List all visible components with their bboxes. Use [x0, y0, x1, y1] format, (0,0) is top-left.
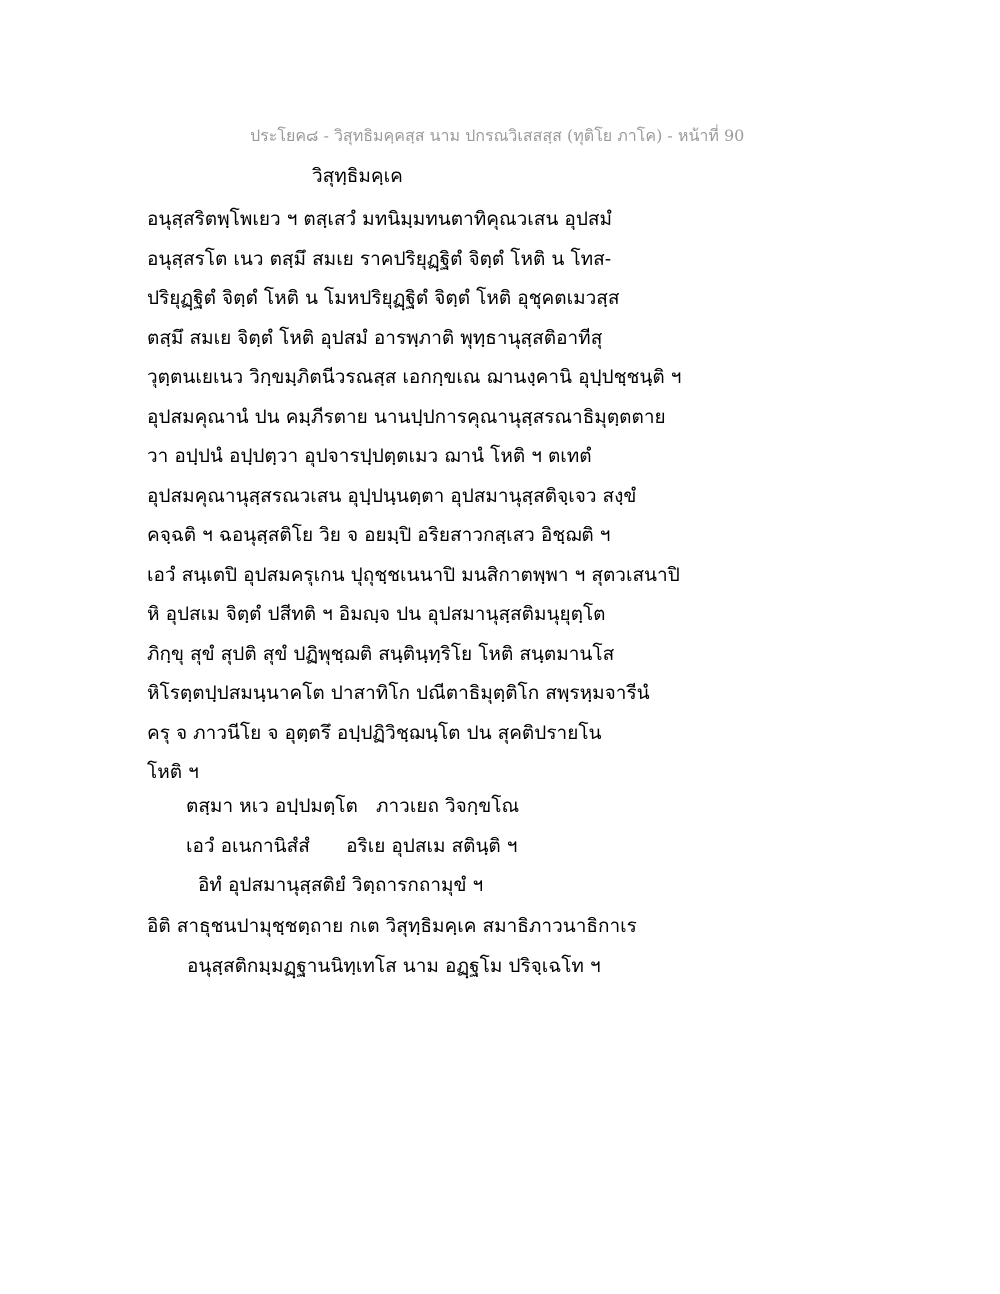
verse-line: เอวํ อเนกานิสํสํ อริเย อุปสเม สตินฺติ ฯ [186, 834, 518, 857]
body-line: ปริยุฏฺฐิตํ จิตฺตํ โหติ น โมหปริยุฏฺฐิตํ จิตฺตํ โหติ อุชุคตเมวสฺส [147, 287, 620, 309]
body-line: ตสฺมึ สมเย จิตฺตํ โหติ อุปสมํ อารพฺภาติ พุทฺธานุสฺสติอาทีสุ [147, 326, 603, 349]
body-line: ครุ จ ภาวนีโย จ อุตฺตรึ อปฺปฏิวิชฺฌนฺโต ปน สุคติปรายโน [147, 721, 602, 744]
verse-block [186, 787, 706, 906]
body-line: อุปสมคุณานุสฺสรณวเสน อุปฺปนฺนตฺตา อุปสมานุสฺสติจฺเจว สงฺขํ [147, 484, 637, 507]
chapter-colophon [147, 907, 707, 986]
body-line: อนุสฺสรโต เนว ตสฺมึ สมเย ราคปริยุฏฺฐิตํ จิตฺตํ โหติ น โทส- [147, 247, 612, 270]
colophon-line: อิติ สาธุชนปามุชฺชตฺถาย กเต วิสุทฺธิมคฺเค สมาธิภาวนาธิกาเร [147, 915, 637, 937]
body-line: ภิกฺขุ สุขํ สุปติ สุขํ ปฏิพุชฺฌติ สนฺตินฺทฺริโย โหติ สนฺตมานโส [147, 642, 615, 665]
body-line: วุตฺตนเยเนว วิกฺขมฺภิตนีวรณสฺส เอกกฺขเณ ฌานงฺคานิ อุปฺปชฺชนฺติ ฯ [147, 366, 682, 388]
verse-line: อิทํ อุปสมานุสฺสติยํ วิตฺถารกถามุขํ ฯ [198, 874, 484, 896]
body-line: อุปสมคุณานํ ปน คมฺภีรตาย นานปฺปการคุณานุสฺสรณาธิมุตฺตตาย [147, 405, 666, 428]
running-header: ประโยค๘ - วิสุทธิมคฺคสฺส นาม ปกรณวิเสสสฺส (ทุติโย ภาโค) - หน้าที่ 90 [250, 126, 745, 145]
body-line: โหติ ฯ [147, 761, 199, 783]
colophon-line: อนุสฺสติกมฺมฏฺฐานนิทฺเทโส นาม อฏฺฐโม ปริจฺเฉโท ฯ [187, 954, 601, 977]
body-line: อนุสฺสริตพฺโพเยว ฯ ตสฺเสวํ มทนิมฺมทนตาทิคุณวเสน อุปสมํ [147, 208, 613, 230]
body-line: คจฺฉติ ฯ ฉอนุสฺสติโย วิย จ อยมฺปิ อริยสาวกสฺเสว อิชฺฌติ ฯ [147, 524, 611, 546]
body-line: หิโรตฺตปฺปสมนฺนาคโต ปาสาทิโก ปณีตาธิมุตฺติโก สพฺรหฺมจารีนํ [147, 682, 650, 704]
body-text [147, 200, 707, 793]
body-line: เอวํ สนฺเตปิ อุปสมครุเกน ปุถุชฺชเนนาปิ มนสิกาตพฺพา ฯ สุตวเสนาปิ [147, 563, 680, 586]
body-line: หิ อุปสเม จิตฺตํ ปสีทติ ฯ อิมญฺจ ปน อุปสมานุสฺสติมนุยุตฺโต [147, 603, 606, 625]
section-title: วิสุทฺธิมคฺเค [312, 165, 403, 187]
verse-line: ตสฺมา หเว อปฺปมตฺโต ภาวเยถ วิจกฺขโณ [186, 795, 520, 817]
body-line: วา อปฺปนํ อปฺปตฺวา อุปจารปฺปตฺตเมว ฌานํ โหติ ฯ ตเทตํ [147, 445, 592, 467]
